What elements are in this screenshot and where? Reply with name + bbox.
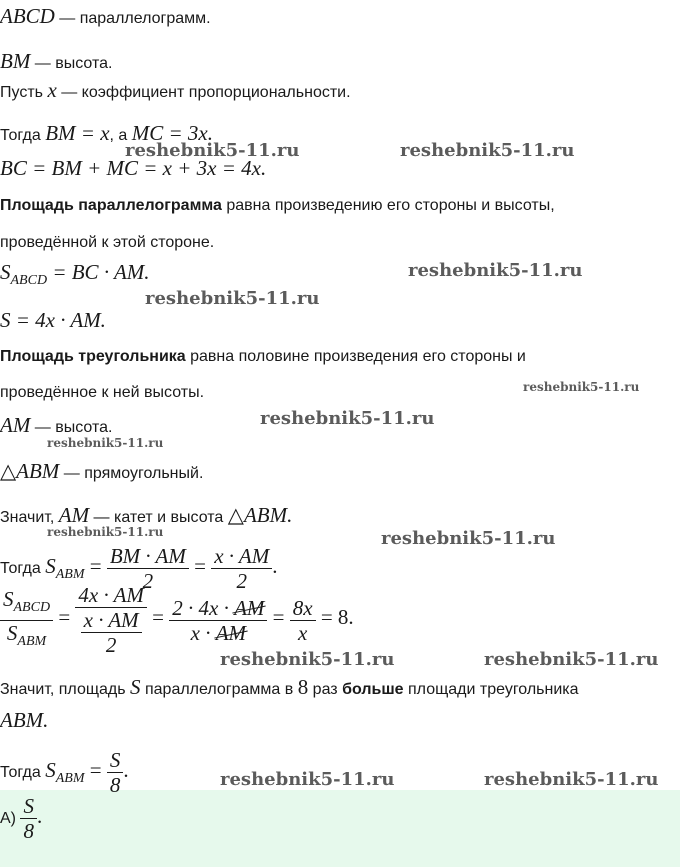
line-text: Тогда (0, 560, 46, 577)
fraction-numerator (169, 596, 267, 621)
fraction-s-8 (107, 748, 124, 797)
fraction-denominator: 8 (23, 819, 34, 844)
math-sub: ABCD (10, 273, 48, 288)
math-part: x · (190, 620, 216, 645)
math-end: . (272, 554, 278, 578)
math-s: S (0, 260, 11, 284)
fraction-numerator: x · AM (81, 608, 142, 633)
line-am-height (0, 415, 112, 438)
math-bm-eq: BM = x (45, 121, 110, 145)
fraction-numerator: x · AM (211, 544, 272, 569)
bold-term: Площадь параллелограмма (0, 197, 222, 214)
fraction-numerator (0, 587, 53, 621)
watermark: reshebnik5-11.ru (484, 649, 659, 670)
math-sub: ABCD (13, 599, 51, 615)
fraction-numerator: 4x · AM (75, 583, 147, 608)
watermark: reshebnik5-11.ru (408, 260, 583, 281)
fraction-numerator: BM · AM (107, 544, 189, 569)
math-bm: BM (0, 49, 31, 73)
math-eq: = (146, 605, 170, 630)
fraction-denominator: 2 (105, 633, 117, 657)
math-am: AM (0, 413, 31, 437)
math-abm: ABM. (0, 708, 49, 732)
math-x: x (47, 78, 57, 102)
triangle-symbol: △ (0, 459, 17, 483)
line-text: равна половине произведения его стороны и (185, 348, 526, 365)
nested-fraction (81, 608, 142, 657)
line-area-parallelogram-rule-cont (0, 233, 214, 253)
fraction-8x-x (290, 596, 316, 645)
math-mc-eq: MC = 3x. (131, 121, 214, 145)
math-eq: = (84, 554, 107, 578)
line-text: раз (308, 681, 343, 698)
math-part: 2 · 4x · (172, 595, 235, 620)
fraction-denominator (0, 621, 53, 654)
line-text: Значит, площадь (0, 681, 131, 698)
watermark: reshebnik5-11.ru (220, 769, 395, 790)
fraction-denominator: 2 (142, 569, 154, 594)
math-s-4x: S = 4x · AM. (0, 308, 106, 332)
math-sub: ABM (55, 771, 85, 786)
watermark: reshebnik5-11.ru (47, 525, 164, 539)
line-text: — высота. (30, 419, 113, 436)
line-text: проведённой к этой стороне. (0, 234, 215, 251)
math-abm: ABM (16, 459, 60, 483)
line-text: — высота. (30, 55, 113, 72)
math-eq: = (188, 554, 212, 578)
watermark: reshebnik5-11.ru (484, 769, 659, 790)
math-am: AM (58, 503, 90, 527)
line-s-abcd (0, 262, 150, 291)
cancelled-term: AM (215, 620, 247, 645)
watermark: reshebnik5-11.ru (381, 528, 556, 549)
answer-line (0, 790, 42, 845)
watermark: reshebnik5-11.ru (145, 288, 320, 309)
answer-fraction (20, 794, 37, 843)
fraction-denominator: x (298, 620, 308, 645)
math-s: S (6, 620, 18, 645)
line-text: — коэффициент пропорциональности. (56, 84, 351, 101)
fraction-numerator: 8x (290, 596, 316, 621)
watermark: reshebnik5-11.ru (260, 408, 435, 429)
watermark: reshebnik5-11.ru (220, 649, 395, 670)
line-abm (0, 710, 48, 733)
answer-label: А) (0, 810, 21, 827)
line-bc-sum (0, 158, 266, 181)
line-parallelogram (0, 6, 211, 29)
line-text: Тогда (0, 127, 46, 144)
math-eq: = (267, 605, 290, 630)
math-sub: ABM (55, 567, 85, 582)
fraction-numerator: S (107, 748, 124, 773)
line-conclusion (0, 677, 579, 700)
fraction-cancel-am (169, 596, 267, 645)
math-rest: = BC · AM. (47, 260, 150, 284)
math-s: S (3, 586, 14, 611)
fraction-denominator (75, 608, 147, 657)
line-text: равна произведению его стороны и высоты, (221, 197, 555, 214)
math-end: . (123, 758, 129, 782)
math-s: S (45, 758, 56, 782)
line-area-triangle-rule (0, 347, 526, 367)
line-ratio (0, 583, 354, 657)
math-abcd: ABCD (0, 4, 55, 28)
line-text: площади треугольника (403, 681, 579, 698)
cancelled-term: AM (234, 595, 265, 620)
bold-term: Площадь треугольника (0, 348, 186, 365)
watermark: reshebnik5-11.ru (47, 436, 164, 450)
fraction-numerator: S (20, 794, 37, 819)
line-area-parallelogram-rule (0, 196, 555, 216)
line-text: Значит, (0, 509, 59, 526)
watermark: reshebnik5-11.ru (400, 140, 575, 161)
math-bc-sum: BC = BM + MC = x + 3x = 4x. (0, 156, 267, 180)
math-eq: = (53, 605, 76, 630)
line-text: — катет и высота (89, 509, 228, 526)
math-s: S (130, 675, 141, 699)
watermark: reshebnik5-11.ru (125, 140, 300, 161)
line-right-triangle (0, 461, 203, 484)
line-s-4x-am (0, 310, 106, 333)
line-let-x (0, 80, 351, 103)
line-text: — прямоугольный. (59, 465, 204, 482)
line-area-triangle-rule-cont (0, 383, 204, 403)
math-sub: ABM (17, 633, 47, 649)
line-text: параллелограмма в (140, 681, 298, 698)
math-abm: ABM. (243, 503, 293, 527)
triangle-symbol: △ (227, 503, 244, 527)
math-eq: = (84, 758, 107, 782)
math-8: 8 (297, 675, 309, 699)
line-text: Тогда (0, 764, 46, 781)
line-bm-height (0, 51, 112, 74)
line-text: проведённое к ней высоты. (0, 384, 205, 401)
bold-term: больше (342, 681, 404, 698)
line-text: — параллелограмм. (54, 10, 211, 27)
watermark: reshebnik5-11.ru (523, 380, 640, 394)
math-end: . (36, 804, 43, 828)
fraction-denominator: 8 (109, 773, 121, 798)
fraction-4x-am-over-half (75, 583, 147, 657)
line-text: , а (109, 127, 132, 144)
fraction-denominator: 2 (236, 569, 247, 594)
line-text: Пусть (0, 84, 48, 101)
math-s: S (45, 554, 56, 578)
fraction-sabcd-sabm (0, 587, 53, 654)
fraction-denominator (169, 621, 267, 645)
math-end: = 8. (315, 605, 354, 630)
